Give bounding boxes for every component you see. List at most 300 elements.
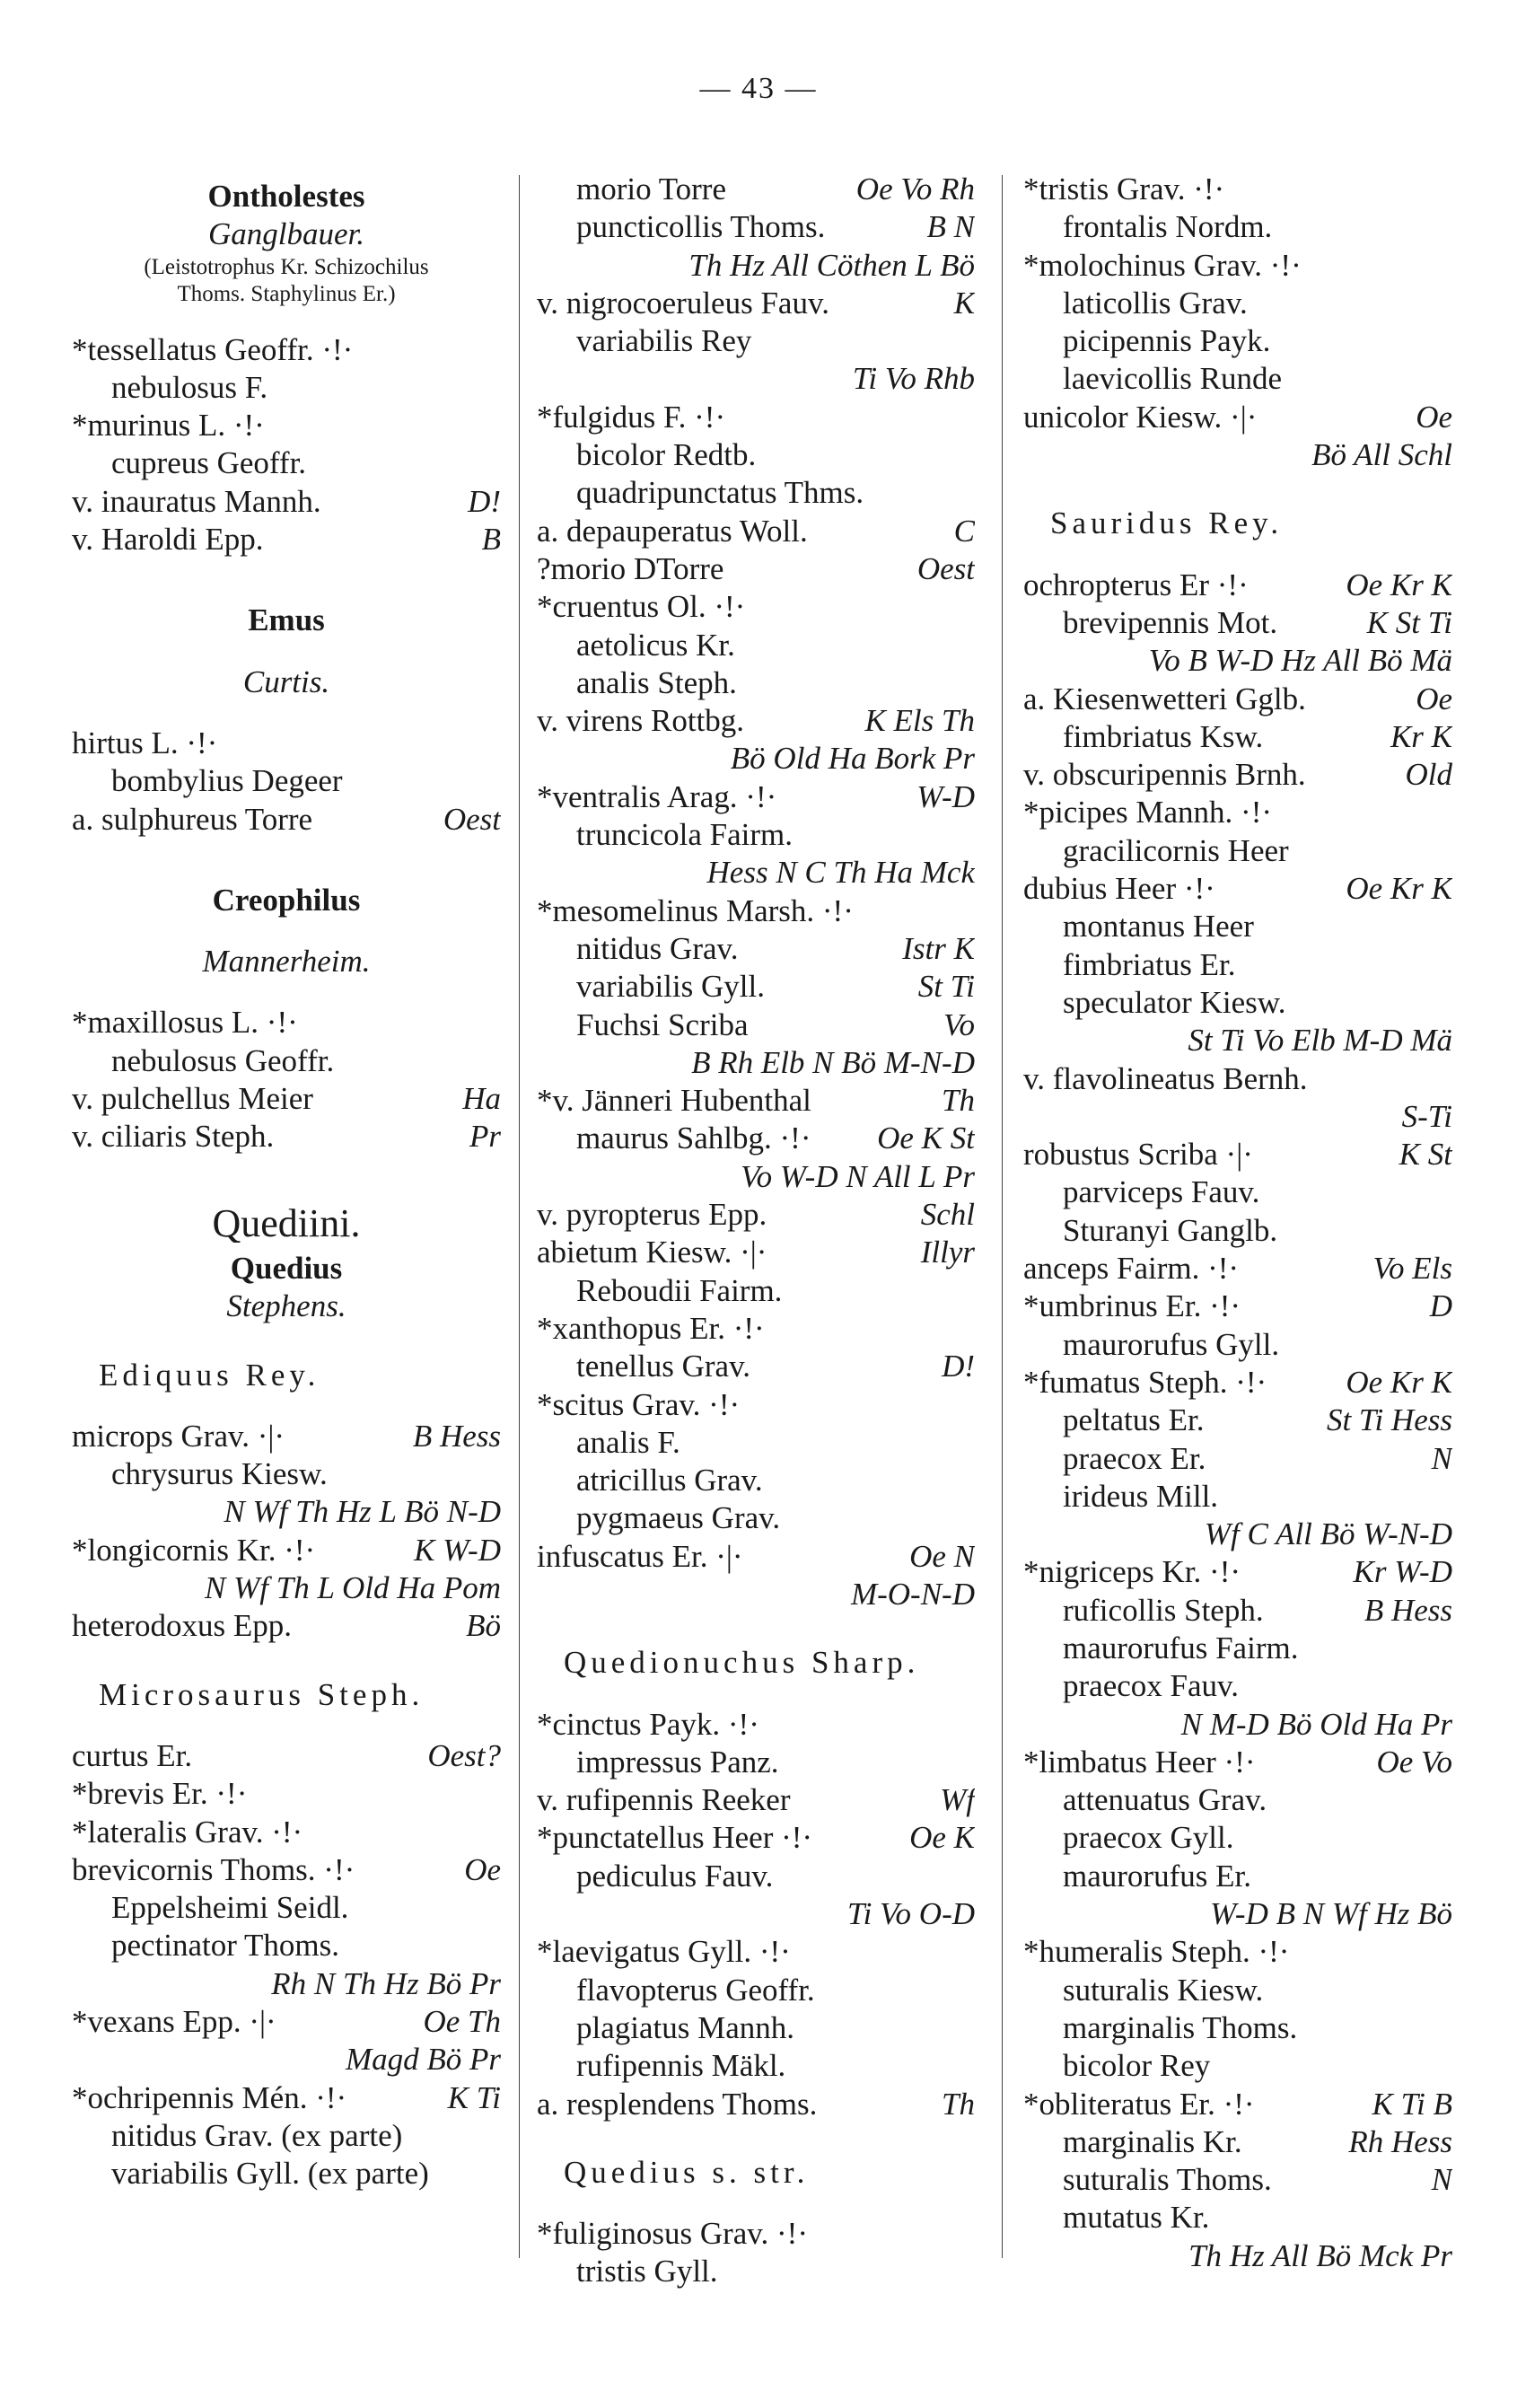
synonym-line: [1023, 1478, 1452, 1516]
distribution-line-text: W-D B N Wf Hz Bö: [1210, 1896, 1452, 1932]
species-entry: [72, 1004, 501, 1041]
species-entry-text: *mesomelinus Marsh. ·!·: [537, 892, 854, 928]
distribution-codes: St Ti Hess: [1326, 1402, 1452, 1438]
species-entry-text: v. flavolineatus Bernh.: [1023, 1060, 1308, 1096]
species-entry-text: *molochinus Grav. ·!·: [1023, 247, 1302, 283]
species-entry-text: *tessellatus Geoffr. ·!·: [72, 331, 354, 367]
species-entry-text: ?morio DTorre: [537, 550, 724, 586]
spacer: [537, 1613, 975, 1637]
synonym-line: [537, 322, 975, 360]
synonym-line-text: picipennis Payk.: [1063, 323, 1271, 359]
species-entry: [1023, 567, 1452, 604]
page-number: — 43 —: [699, 72, 818, 105]
subgenus-heading-text: Microsaurus Steph.: [99, 1676, 425, 1712]
synonym-line: [537, 1424, 975, 1462]
spacer: [72, 980, 501, 1004]
synonym-line: [1023, 1819, 1452, 1857]
distribution-line: [537, 854, 975, 892]
distribution-line-text: Vo W-D N All L Pr: [741, 1158, 975, 1194]
subgenus-heading: [537, 2154, 975, 2192]
synonym-line: [1023, 1402, 1452, 1439]
synonym-line: [537, 2047, 975, 2085]
species-entry-text: *obliteratus Er. ·!·: [1023, 2086, 1255, 2122]
distribution-codes: Oe K: [909, 1820, 975, 1856]
subgenus-heading: [1023, 505, 1452, 542]
synonym-line: [1023, 1212, 1452, 1250]
species-entry-text: infuscatus Er. ·|·: [537, 1538, 743, 1574]
genus-author: [72, 943, 501, 980]
species-entry: [72, 1607, 501, 1645]
species-entry: [1023, 870, 1452, 908]
species-entry: [72, 2079, 501, 2117]
distribution-codes: Oe: [1416, 399, 1452, 435]
synonym-line-text: brevipennis Mot.: [1063, 604, 1278, 640]
distribution-codes: B: [481, 522, 501, 558]
synonym-line-text: aetolicus Kr.: [576, 627, 735, 663]
species-entry-text: *tristis Grav. ·!·: [1023, 171, 1225, 207]
distribution-codes: Oe: [464, 1851, 501, 1887]
subgenus-heading: [72, 1357, 501, 1394]
spacer: [72, 308, 501, 331]
species-entry: [72, 1532, 501, 1569]
distribution-codes: Old: [1405, 757, 1452, 793]
distribution-line: [72, 1965, 501, 2003]
synonym-line-text: rufipennis Mäkl.: [576, 2048, 786, 2084]
distribution-codes: Oest: [916, 550, 975, 586]
species-entry-text: a. sulphureus Torre: [72, 801, 313, 837]
species-entry-text: *ochripennis Mén. ·!·: [72, 2079, 347, 2115]
genus-heading-text: Creophilus: [212, 882, 361, 918]
species-entry-text: *fuliginosus Grav. ·!·: [537, 2216, 808, 2252]
synonym-line-text: nitidus Grav. (ex parte): [111, 2117, 403, 2153]
distribution-codes: W-D: [916, 778, 975, 814]
genus-heading: [72, 1250, 501, 1287]
synonym-line: [537, 1499, 975, 1537]
distribution-codes: Oest?: [427, 1737, 501, 1773]
distribution-line: [1023, 1022, 1452, 1059]
synonym-line-text: speculator Kiesw.: [1063, 984, 1286, 1020]
synonym-line: [537, 208, 975, 246]
synonym-line-text: ruficollis Steph.: [1063, 1592, 1264, 1628]
spacer: [1023, 543, 1452, 567]
distribution-line-text: St Ti Vo Elb M-D Mä: [1188, 1023, 1452, 1059]
distribution-line-text: Th Hz All Cöthen L Bö: [688, 247, 975, 283]
species-entry-text: *vexans Epp. ·|·: [72, 2003, 276, 2039]
species-entry: [72, 1418, 501, 1455]
distribution-codes: Oe K St: [877, 1121, 975, 1156]
species-entry-text: anceps Fairm. ·!·: [1023, 1251, 1240, 1287]
distribution-line-text: Hess N C Th Ha Mck: [706, 855, 975, 891]
synonym-line: [1023, 1592, 1452, 1630]
distribution-codes: K Ti: [447, 2079, 501, 2115]
species-entry: [537, 1234, 975, 1271]
distribution-codes: Wf: [940, 1782, 975, 1818]
species-entry: [1023, 756, 1452, 794]
synonym-line: [537, 968, 975, 1006]
species-entry-text: a. resplendens Thoms.: [537, 2086, 818, 2122]
distribution-codes: Oe Vo Rh: [855, 171, 975, 207]
distribution-codes: B N: [926, 209, 975, 245]
distribution-codes: Oe Kr K: [1346, 567, 1452, 602]
genus-heading-text: Quedius: [230, 1250, 343, 1286]
species-entry: [1023, 1364, 1452, 1402]
synonym-line: [537, 1120, 975, 1157]
species-entry-text: v. inauratus Mannh.: [72, 483, 321, 519]
synonym-line-text: nitidus Grav.: [576, 930, 739, 966]
distribution-line-text: Bö All Schl: [1311, 437, 1452, 473]
distribution-line: [1023, 436, 1452, 474]
synonym-line: [1023, 908, 1452, 945]
distribution-codes: Oe N: [909, 1538, 975, 1574]
synonym-line: [1023, 832, 1452, 870]
synonym-line-text: maurorufus Er.: [1063, 1858, 1251, 1894]
species-entry-text: abietum Kiesw. ·|·: [537, 1235, 767, 1270]
species-entry: [537, 399, 975, 436]
species-entry-text: v. rufipennis Reeker: [537, 1782, 791, 1818]
synonym-line-text: bicolor Rey: [1063, 2048, 1211, 2084]
synonym-line: [1023, 2199, 1452, 2237]
synonym-line-text: atricillus Grav.: [576, 1463, 763, 1498]
subgenus-heading-text: Quedionuchus Sharp.: [564, 1645, 920, 1681]
distribution-codes: B Hess: [412, 1418, 501, 1454]
distribution-line-text: Ti Vo Rhb: [852, 361, 975, 397]
tribe-heading-text: Quediini.: [212, 1204, 361, 1243]
species-entry: [537, 702, 975, 740]
synonym-line: [1023, 604, 1452, 642]
synonym-line: [537, 474, 975, 512]
synonym-line-text: bombylius Degeer: [111, 763, 343, 799]
distribution-line-text: B Rh Elb N Bö M-N-D: [691, 1044, 975, 1080]
species-entry: [1023, 1744, 1452, 1781]
distribution-line: [537, 1158, 975, 1196]
synonym-line: [537, 1006, 975, 1044]
species-entry: [1023, 399, 1452, 436]
distribution-codes: N: [1431, 1440, 1452, 1476]
species-entry-text: dubius Heer ·!·: [1023, 871, 1215, 907]
distribution-codes: Schl: [920, 1197, 975, 1233]
species-entry: [537, 513, 975, 550]
species-entry-text: curtus Er.: [72, 1737, 193, 1773]
synonym-line: [537, 2253, 975, 2290]
species-entry: [72, 2003, 501, 2041]
species-entry-text: *fulgidus F. ·!·: [537, 399, 726, 435]
synonym-line: [72, 1042, 501, 1080]
species-entry-text: *fumatus Steph. ·!·: [1023, 1364, 1267, 1400]
synonym-line-text: impressus Panz.: [576, 1744, 779, 1780]
synonym-line: [537, 1348, 975, 1385]
synonym-line: [1023, 208, 1452, 246]
distribution-line: [537, 1895, 975, 1933]
species-entry-text: a. Kiesenwetteri Gglb.: [1023, 681, 1306, 716]
synonym-line-text: Fuchsi Scriba: [576, 1006, 749, 1042]
synonym-line-text: analis Steph.: [576, 664, 737, 700]
species-entry: [1023, 1250, 1452, 1287]
distribution-line: [72, 1569, 501, 1607]
synonym-line-text: fimbriatus Ksw.: [1063, 718, 1264, 754]
species-entry-text: microps Grav. ·|·: [72, 1418, 285, 1454]
species-entry: [537, 2086, 975, 2123]
synonym-line-text: attenuatus Grav.: [1063, 1782, 1267, 1818]
species-entry-text: v. ciliaris Steph.: [72, 1119, 275, 1155]
distribution-codes: Pr: [469, 1119, 501, 1155]
spacer: [72, 1156, 501, 1192]
species-entry-text: *v. Jänneri Hubenthal: [537, 1083, 811, 1119]
synonym-line-text: suturalis Thoms.: [1063, 2162, 1272, 2198]
synonym-line-text: laevicollis Runde: [1063, 361, 1282, 397]
species-entry: [1023, 1060, 1452, 1098]
species-entry: [537, 550, 975, 588]
synonym-line: [1023, 1440, 1452, 1478]
subgenus-heading-text: Quedius s. str.: [564, 2154, 810, 2190]
species-entry-text: *maxillosus L. ·!·: [72, 1005, 298, 1041]
column-divider-2: [1002, 175, 1003, 2258]
synonym-line-text: Sturanyi Ganglb.: [1063, 1212, 1278, 1248]
species-entry-text: *picipes Mannh. ·!·: [1023, 795, 1273, 830]
genus-author: [72, 1287, 501, 1325]
synonym-line-text: praecox Fauv.: [1063, 1668, 1239, 1704]
synonym-line: [537, 2009, 975, 2047]
distribution-line-text: Bö Old Ha Bork Pr: [730, 741, 975, 777]
distribution-codes: K St: [1399, 1137, 1452, 1173]
distribution-line: [1023, 1706, 1452, 1744]
species-entry: [72, 1080, 501, 1118]
synonym-line-text: laticollis Grav.: [1063, 285, 1248, 321]
distribution-line-text: Ti Vo O-D: [847, 1896, 975, 1932]
species-entry-text: *cruentus Ol. ·!·: [537, 589, 746, 625]
distribution-codes: Oe: [1416, 681, 1452, 716]
species-entry: [1023, 1933, 1452, 1971]
species-entry-text: *limbatus Heer ·!·: [1023, 1744, 1256, 1780]
species-entry: [1023, 794, 1452, 831]
distribution-codes: Illyr: [920, 1235, 975, 1270]
spacer: [72, 919, 501, 943]
synonym-line: [537, 436, 975, 474]
synonym-line: [1023, 718, 1452, 756]
distribution-line: [1023, 2237, 1452, 2275]
synonym-line: [537, 1744, 975, 1781]
genus-author: [72, 215, 501, 253]
species-entry: [537, 1082, 975, 1120]
species-entry-text: v. virens Rottbg.: [537, 703, 745, 739]
distribution-codes: Rh Hess: [1348, 2123, 1452, 2159]
species-entry: [537, 1386, 975, 1424]
species-entry: [1023, 1136, 1452, 1173]
distribution-codes: Oe Kr K: [1346, 871, 1452, 907]
synonymy-note: [72, 254, 501, 281]
synonym-line-text: pediculus Fauv.: [576, 1858, 774, 1894]
synonym-line-text: frontalis Nordm.: [1063, 209, 1273, 245]
synonym-line-text: mutatus Kr.: [1063, 2200, 1210, 2236]
distribution-codes: B Hess: [1364, 1592, 1452, 1628]
synonym-line: [1023, 1667, 1452, 1705]
species-entry: [72, 407, 501, 444]
column-divider-1: [519, 175, 520, 2258]
synonym-line-text: Reboudii Fairm.: [576, 1272, 783, 1308]
spacer: [72, 701, 501, 725]
synonym-line-text: marginalis Thoms.: [1063, 2009, 1298, 2045]
distribution-line: [72, 1493, 501, 1531]
synonym-line: [72, 762, 501, 800]
subgenus-heading-text: Ediquus Rey.: [99, 1357, 320, 1393]
synonymy-note-text: (Leistotrophus Kr. Schizochilus: [144, 254, 429, 279]
synonym-line: [1023, 2009, 1452, 2047]
synonym-line: [1023, 360, 1452, 398]
synonym-line-text: parviceps Fauv.: [1063, 1174, 1260, 1210]
synonym-line: [537, 1972, 975, 2009]
column-3: [1023, 171, 1452, 2275]
spacer: [537, 1683, 975, 1706]
synonym-line: [537, 1858, 975, 1895]
synonymy-note: [72, 281, 501, 308]
distribution-codes: D!: [468, 483, 501, 519]
species-entry: [72, 331, 501, 369]
species-entry-text: robustus Scriba ·|·: [1023, 1137, 1253, 1173]
species-entry-text: v. nigrocoeruleus Fauv.: [537, 285, 829, 321]
distribution-codes: Th: [942, 2086, 975, 2122]
species-entry-text: *laevigatus Gyll. ·!·: [537, 1934, 791, 1970]
species-entry: [537, 588, 975, 626]
synonym-line-text: chrysurus Kiesw.: [111, 1456, 328, 1492]
spacer: [537, 2192, 975, 2215]
synonym-line: [1023, 984, 1452, 1022]
species-entry: [537, 1933, 975, 1971]
distribution-codes: K St Ti: [1366, 604, 1452, 640]
synonym-line: [537, 171, 975, 208]
synonym-line: [1023, 1972, 1452, 2009]
species-entry: [72, 801, 501, 839]
distribution-line-text: N Wf Th L Old Ha Pom: [205, 1570, 501, 1606]
distribution-codes: Kr K: [1390, 718, 1452, 754]
synonym-line: [1023, 1858, 1452, 1895]
species-entry: [537, 1310, 975, 1348]
distribution-line: [537, 247, 975, 285]
subgenus-heading-text: Sauridus Rey.: [1050, 505, 1284, 541]
species-entry: [72, 1737, 501, 1775]
distribution-line-text: Wf C All Bö W-N-D: [1204, 1516, 1452, 1552]
distribution-codes: Bö: [466, 1608, 501, 1644]
synonym-line-text: variabilis Gyll.: [576, 969, 765, 1005]
species-entry: [72, 521, 501, 558]
spacer: [72, 1646, 501, 1669]
synonym-line-text: Eppelsheimi Seidl.: [111, 1890, 349, 1926]
synonym-line-text: fimbriatus Er.: [1063, 946, 1236, 982]
species-entry-text: *murinus L. ·!·: [72, 408, 265, 444]
distribution-codes: C: [953, 513, 975, 549]
species-entry: [537, 1819, 975, 1857]
species-entry: [537, 778, 975, 816]
distribution-codes: St Ti: [917, 969, 975, 1005]
distribution-codes: Oe Kr K: [1346, 1364, 1452, 1400]
synonym-line: [1023, 2047, 1452, 2085]
synonym-line-text: truncicola Fairm.: [576, 817, 794, 853]
synonym-line-text: nebulosus F.: [111, 369, 268, 405]
species-entry-text: *brevis Er. ·!·: [72, 1776, 248, 1812]
species-entry: [1023, 1553, 1452, 1591]
distribution-line-text: Th Hz All Bö Mck Pr: [1188, 2237, 1452, 2273]
distribution-codes: K Els Th: [864, 703, 975, 739]
species-entry-text: *umbrinus Er. ·!·: [1023, 1288, 1241, 1324]
genus-author-text: Curtis.: [242, 664, 330, 699]
synonym-line: [72, 1889, 501, 1927]
synonym-line: [72, 1927, 501, 1964]
synonym-line-text: irideus Mill.: [1063, 1478, 1219, 1514]
synonym-line-text: cupreus Geoffr.: [111, 445, 307, 481]
synonym-line-text: tenellus Grav.: [576, 1349, 751, 1384]
synonym-line: [72, 1455, 501, 1493]
synonym-line-text: nebulosus Geoffr.: [111, 1042, 335, 1078]
distribution-codes: K: [953, 285, 975, 321]
species-entry: [72, 725, 501, 762]
species-entry: [72, 483, 501, 521]
species-entry: [1023, 247, 1452, 285]
distribution-codes: Kr W-D: [1353, 1554, 1452, 1590]
genus-heading-text: Ontholestes: [207, 179, 365, 214]
synonym-line-text: morio Torre: [576, 171, 727, 207]
synonym-line-text: flavopterus Geoffr.: [576, 1972, 815, 2008]
genus-heading-text: Emus: [248, 602, 325, 638]
distribution-codes: K W-D: [414, 1532, 501, 1568]
distribution-line-text: Rh N Th Hz Bö Pr: [271, 1965, 501, 2001]
genus-author: [72, 664, 501, 701]
distribution-codes: Vo: [943, 1006, 975, 1042]
synonym-line-text: maurus Sahlbg. ·!·: [576, 1121, 811, 1156]
species-entry-text: *longicornis Kr. ·!·: [72, 1532, 316, 1568]
distribution-line: [72, 2041, 501, 2078]
distribution-line: [537, 360, 975, 398]
synonym-line: [1023, 2123, 1452, 2161]
synonym-line: [537, 1272, 975, 1310]
species-entry-text: heterodoxus Epp.: [72, 1608, 292, 1644]
spacer: [72, 1326, 501, 1349]
synonym-line: [72, 444, 501, 482]
distribution-codes: K Ti B: [1372, 2086, 1452, 2122]
distribution-codes: D!: [942, 1349, 975, 1384]
spacer: [72, 1714, 501, 1737]
synonym-line-text: tristis Gyll.: [576, 2254, 718, 2289]
species-entry: [1023, 681, 1452, 718]
synonym-line: [72, 2117, 501, 2155]
genus-author-text: Ganglbauer.: [207, 216, 365, 252]
synonym-line: [1023, 946, 1452, 984]
species-entry-text: unicolor Kiesw. ·|·: [1023, 399, 1258, 435]
synonym-line-text: plagiatus Mannh.: [576, 2009, 795, 2045]
synonym-line: [537, 627, 975, 664]
distribution-codes: Oe Vo: [1376, 1744, 1452, 1780]
distribution-line: [537, 1576, 975, 1613]
genus-heading: [72, 602, 501, 639]
synonym-line-text: bicolor Redtb.: [576, 437, 757, 473]
species-entry: [537, 892, 975, 930]
synonym-line: [537, 930, 975, 968]
species-entry: [1023, 1287, 1452, 1325]
species-entry-text: v. obscuripennis Brnh.: [1023, 757, 1306, 793]
species-entry-text: v. pulchellus Meier: [72, 1081, 313, 1117]
distribution-codes: D: [1429, 1288, 1452, 1324]
spacer: [72, 640, 501, 664]
species-entry-text: brevicornis Thoms. ·!·: [72, 1851, 355, 1887]
spacer: [72, 1394, 501, 1418]
synonym-line: [1023, 1781, 1452, 1819]
genus-author-text: Mannerheim.: [202, 944, 371, 980]
distribution-line: [1023, 642, 1452, 680]
species-entry: [537, 2215, 975, 2253]
distribution-line-text: Vo B W-D Hz All Bö Mä: [1148, 643, 1452, 679]
genus-heading: [72, 178, 501, 215]
species-entry-text: *xanthopus Er. ·!·: [537, 1310, 765, 1346]
distribution-line: [1023, 1098, 1452, 1136]
column-1: [72, 171, 501, 2193]
synonym-line-text: praecox Er.: [1063, 1440, 1206, 1476]
